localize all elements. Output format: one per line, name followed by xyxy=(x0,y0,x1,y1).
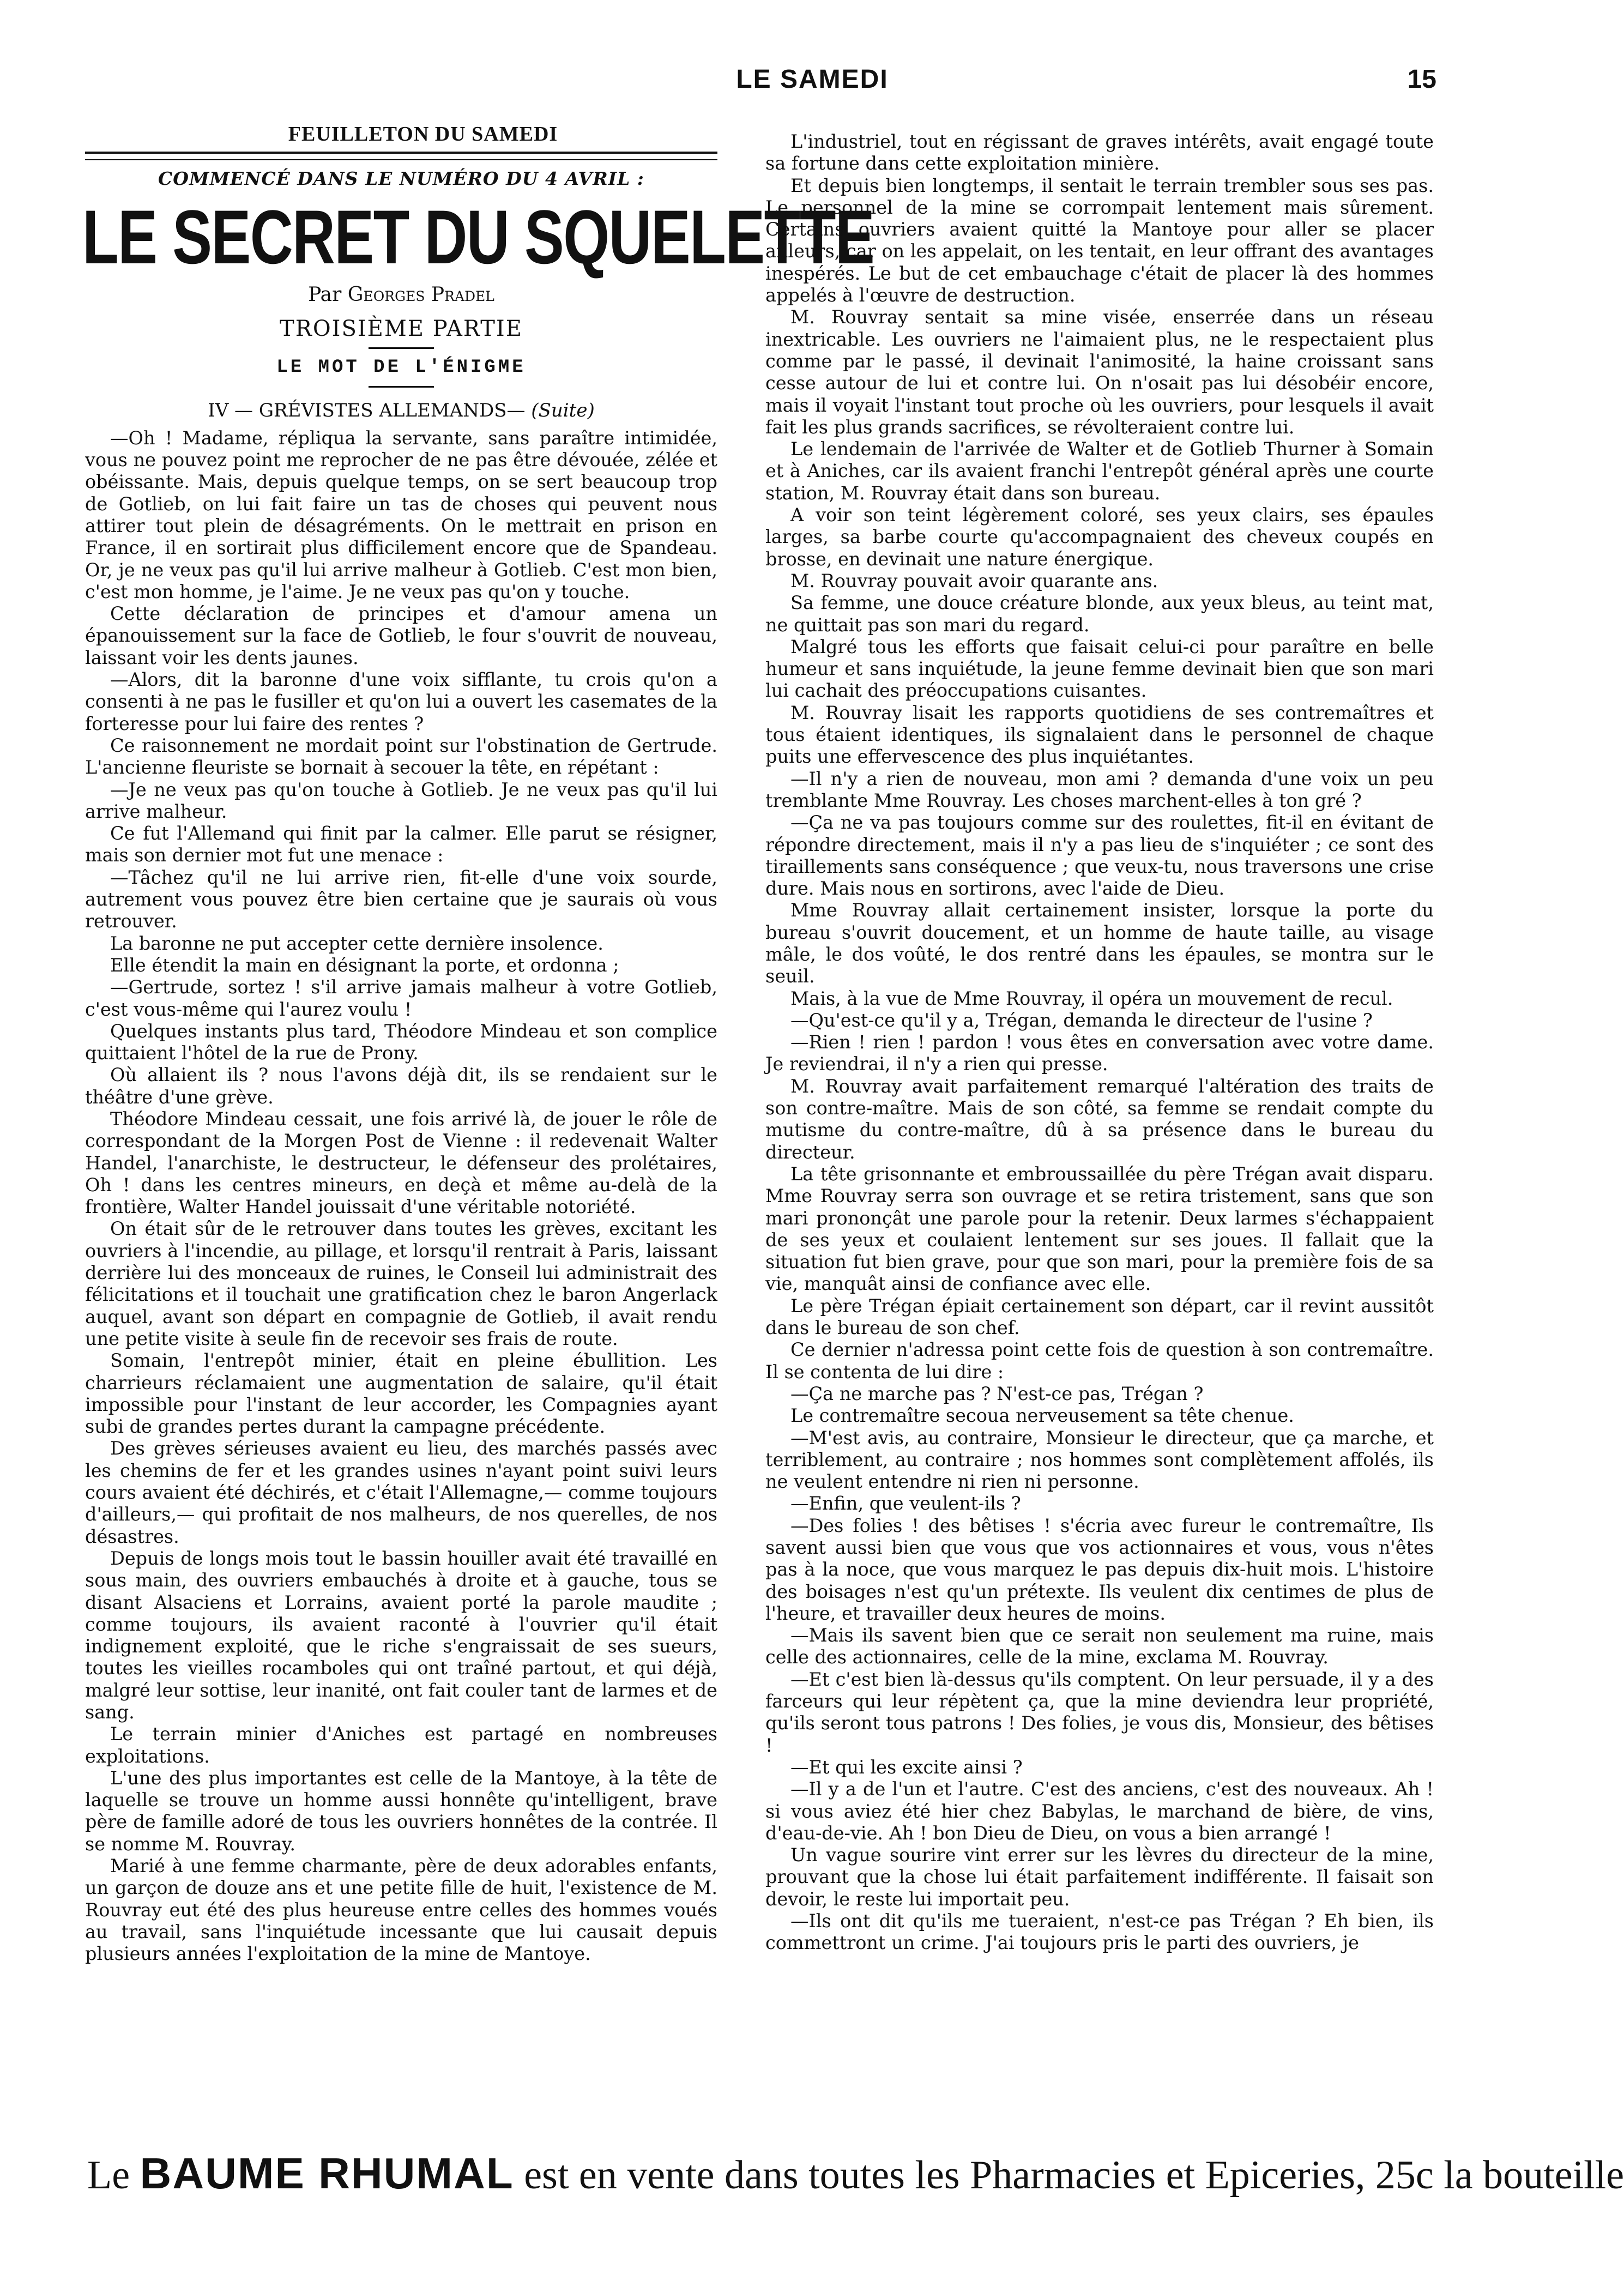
paragraph: —Oh ! Madame, répliqua la servante, sans paraître intimidée, vous ne pouvez point me reprocher de ne pas être dévouée, zélée et obéissante. Mais, depuis quelque temps, on se sert beaucoup trop de Gotlieb, on lui fait faire un tas de choses qui peuvent nous attirer tout plein de désagréments. On le mettrait en prison en France, il en sortirait plus difficilement encore que de Spandeau. Or, je ne veux pas qu'il lui arrive malheur à Gotlieb. C'est mon bien, c'est mon homme, je l'aime. Je ne veux pas qu'on y touche. xyxy=(85,427,717,602)
paragraph: La baronne ne put accepter cette dernière insolence. xyxy=(110,932,603,954)
paragraph: Somain, l'entrepôt minier, était en pleine ébullition. Les charrieurs réclamaient une augmentation de salaire, qu'il était impossible pour l'instant de leur accorder, les Compagnies ayant subi de grandes pertes durant la campagne précédente. xyxy=(85,1350,717,1438)
paragraph: A voir son teint légèrement coloré, ses yeux clairs, ses épaules larges, sa barbe courte qu'accompagnaient des cheveux coupés en brosse, en devinait une nature énergique. xyxy=(765,504,1434,570)
paragraph: L'industriel, tout en régissant de graves intérêts, avait engagé toute sa fortune dans cette exploitation minière. xyxy=(765,131,1434,174)
paragraph: Sa femme, une douce créature blonde, aux yeux bleus, au teint mat, ne quittait pas son mari du regard. xyxy=(765,592,1434,636)
paragraph: La tête grisonnante et embroussaillée du père Trégan avait disparu. Mme Rouvray serra son ouvrage et se retira tristement, sans que son mari prononçât une parole pour la retenir. Deux larmes s'échappaient de ses yeux et coulaient lentement sur ses joues. Il fallait que la situation fut bien grave, pour que son mari, pour la première fois de sa vie, manquât ainsi de confiance avec elle. xyxy=(765,1163,1434,1295)
right-column xyxy=(765,131,1434,1954)
chapter-number: IV — xyxy=(208,400,253,422)
page-header xyxy=(0,64,1500,102)
page-number: 15 xyxy=(1407,65,1436,94)
paragraph: —Rien ! rien ! pardon ! vous êtes en conversation avec votre dame. Je reviendrai, il n'y a rien qui presse. xyxy=(765,1031,1434,1075)
paragraph: Malgré tous les efforts que faisait celui-ci pour paraître en belle humeur et sans inquiétude, la jeune femme devinait bien que son mari lui cachait des préoccupations cuisantes. xyxy=(765,636,1434,702)
paragraph: Quelques instants plus tard, Théodore Mindeau et son complice quittaient l'hôtel de la rue de Prony. xyxy=(85,1020,717,1064)
byline xyxy=(85,284,717,306)
paragraph: —Alors, dit la baronne d'une voix sifflante, tu crois qu'on a consenti à ne pas le fusiller et qu'on lui a ouvert les casemates de la forteresse pour lui faire des rentes ? xyxy=(85,669,717,734)
running-title: LE SAMEDI xyxy=(736,65,889,94)
paragraph: Ce fut l'Allemand qui finit par la calmer. Elle parut se résigner, mais son dernier mot fut une menace : xyxy=(85,823,717,866)
commence-note: COMMENCÉ DANS LE NUMÉRO DU 4 AVRIL : xyxy=(158,168,644,190)
feuilleton-label: FEUILLETON DU SAMEDI xyxy=(288,123,558,146)
paragraph: Le père Trégan épiait certainement son départ, car il revint aussitôt dans le bureau de son chef. xyxy=(765,1295,1434,1339)
paragraph: M. Rouvray pouvait avoir quarante ans. xyxy=(790,570,1158,592)
paragraph: —Gertrude, sortez ! s'il arrive jamais malheur à votre Gotlieb, c'est vous-même qui l'aurez voulu ! xyxy=(85,976,717,1020)
paragraph: —Mais ils savent bien que ce serait non seulement ma ruine, mais celle des actionnaires, celle de la mine, exclama M. Rouvray. xyxy=(765,1625,1434,1668)
part-heading: TROISIÈME PARTIE xyxy=(280,316,523,341)
ad-text: est en vente dans toutes les Pharmacies et Epiceries, 25c la bouteille xyxy=(524,2153,1624,2198)
paragraph: M. Rouvray sentait sa mine visée, enserrée dans un réseau inextricable. Les ouvriers ne l'aimaient plus, ne le respectaient plus comme par le passé, il devinait l'animosité, la haine croissant sans cesse autour de lui et contre lui. On n'osait pas lui désobéir encore, mais il voyait l'instant tout proche où les ouvriers, pour lesquels il avait fait les plus grands sacrifices, se révolteraient contre lui. xyxy=(765,306,1434,438)
paragraph: On était sûr de le retrouver dans toutes les grèves, excitant les ouvriers à l'incendie, au pillage, et lorsqu'il rentrait à Paris, laissant derrière lui des monceaux de ruines, le Conseil lui administrait des félicitations et il touchait une gratification chez le baron Angerlack auquel, avant son départ en compagnie de Gotlieb, il avait rendu une petite visite à seule fin de recevoir ses frais de route. xyxy=(85,1218,717,1349)
paragraph: —Des folies ! des bêtises ! s'écria avec fureur le contremaître, Ils savent aussi bien que vous que vos actionnaires et vous, vous n'êtes pas à la noce, que vous marquez le pas depuis dix-huit mois. L'histoire des boisages n'est qu'un prétexte. Ils veulent dix centimes de plus de l'heure, et travailler deux heures de moins. xyxy=(765,1514,1434,1624)
paragraph: Mme Rouvray allait certainement insister, lorsque la porte du bureau s'ouvrit doucement, et un homme de haute taille, au visage mâle, le dos voûté, le dos rentré dans les épaules, se montra sur le seuil. xyxy=(765,900,1434,987)
paragraph: Ce raisonnement ne mordait point sur l'obstination de Gertrude. L'ancienne fleuriste se bornait à secouer la tête, en répétant : xyxy=(85,734,717,779)
ad-brand: BAUME RHUMAL xyxy=(140,2149,514,2198)
serial-title: LE SECRET DU SQUELETTE xyxy=(82,194,874,280)
paragraph: Ce dernier n'adressa point cette fois de question à son contremaître. Il se contenta de lui dire : xyxy=(765,1339,1434,1383)
left-column xyxy=(82,123,874,1965)
chapter-heading xyxy=(85,400,717,421)
paragraph: Le lendemain de l'arrivée de Walter et de Gotlieb Thurner à Somain et à Aniches, car ils avaient franchi l'entrepôt général après une courte station, M. Rouvray était dans son bureau. xyxy=(765,438,1434,504)
paragraph: L'une des plus importantes est celle de la Mantoye, à la tête de laquelle se trouve un homme aussi honnête qu'intelligent, brave père de famille adoré de tous les ouvriers honnêtes de la contrée. Il se nomme M. Rouvray. xyxy=(85,1767,717,1855)
paragraph: —Je ne veux pas qu'on touche à Gotlieb. Je ne veux pas qu'il lui arrive malheur. xyxy=(85,779,717,822)
paragraph: Où allaient ils ? nous l'avons déjà dit, ils se rendaient sur le théâtre d'une grève. xyxy=(85,1064,717,1108)
paragraph: Elle étendit la main en désignant la porte, et ordonna ; xyxy=(110,954,619,976)
paragraph: —Il n'y a rien de nouveau, mon ami ? demanda d'une voix un peu tremblante Mme Rouvray. Les choses marchent-elles à ton gré ? xyxy=(765,768,1434,811)
advertisement xyxy=(87,2144,1624,2204)
paragraph: M. Rouvray avait parfaitement remarqué l'altération des traits de son contre-maître. Mais de son côté, sa femme se rendait compte du mutisme du contre-maître, dû à sa présence dans le bureau du directeur. xyxy=(765,1075,1434,1163)
paragraph: —Et qui les excite ainsi ? xyxy=(790,1756,1023,1778)
paragraph: M. Rouvray lisait les rapports quotidiens de ses contremaîtres et tous étaient identiques, ils signalaient dans le personnel de chaque puits une effervescence des plus inquiétantes. xyxy=(765,702,1434,768)
paragraph: —Ils ont dit qu'ils me tueraient, n'est-ce pas Trégan ? Eh bien, ils commettront un crime. J'ai toujours pris le parti des ouvriers, je xyxy=(765,1910,1434,1954)
paragraph: —Ça ne va pas toujours comme sur des roulettes, fit-il en évitant de répondre directement, mais il n'y a pas lieu de s'inquiéter ; ce sont des tiraillements sans conséquence ; que veux-tu, nous traversons une crise dure. Mais nous en sortirons, avec l'aide de Dieu. xyxy=(765,812,1434,900)
paragraph: Marié à une femme charmante, père de deux adorables enfants, un garçon de douze ans et une petite fille de huit, l'existence de M. Rouvray eut été des plus heureuse entre celles des hommes voués au travail, sans l'inquiétude incessante que lui causait depuis plusieurs années l'exploitation de la mine de Mantoye. xyxy=(85,1855,717,1965)
author-name: Georges Pradel xyxy=(347,283,494,306)
paragraph: —Il y a de l'un et l'autre. C'est des anciens, c'est des nouveaux. Ah ! si vous aviez été hier chez Babylas, le marchand de bière, de vins, d'eau-de-vie. Ah ! bon Dieu de Dieu, on vous a bien arrangé ! xyxy=(765,1778,1434,1844)
paragraph: —M'est avis, au contraire, Monsieur le directeur, que ça marche, et terriblement, au contraire ; nos hommes sont complètement affolés, ils ne veulent entendre ni rien ni personne. xyxy=(765,1427,1434,1493)
title-rule-thin xyxy=(85,159,717,160)
left-body xyxy=(85,427,717,1965)
paragraph: Depuis de longs mois tout le bassin houiller avait été travaillé en sous main, des ouvriers embauchés à droite et à gauche, tous se disant Alsaciens et Lorrains, avaient porté la parole maudite ; comme toujours, ils avaient raconté à l'ouvrier qu'il était indignement exploité, que le riche s'engraissait de ses sueurs, toutes les vieilles rocamboles qui ont traîné partout, et qui déjà, malgré leur sottise, leur inanité, ont fait couler tant de larmes et de sang. xyxy=(85,1547,717,1723)
paragraph: —Qu'est-ce qu'il y a, Trégan, demanda le directeur de l'usine ? xyxy=(790,1009,1373,1031)
paragraph: Théodore Mindeau cessait, une fois arrivé là, de jouer le rôle de correspondant de la Morgen Post de Vienne : il redevenait Walter Handel, l'anarchiste, le destructeur, le défenseur des prolétaires, Oh ! dans les centres mineurs, en deçà et même au-delà de la frontière, Walter Handel jouissait d'une véritable notoriété. xyxy=(85,1108,717,1218)
paragraph: Et depuis bien longtemps, il sentait le terrain trembler sous ses pas. Le personnel de la mine se corrompait lentement mais sûrement. Certains ouvriers avaient quitté la Mantoye pour aller se placer ailleurs, car on les appelait, on les tentait, en leur offrant des avantages inespérés. Le but de cet embauchage c'était de placer là des hommes appelés à l'œuvre de destruction. xyxy=(765,174,1434,306)
paragraph: —Ça ne marche pas ? N'est-ce pas, Trégan ? xyxy=(790,1383,1204,1404)
paragraph: —Et c'est bien là-dessus qu'ils comptent. On leur persuade, il y a des farceurs qui leur répètent ça, que la mine deviendra leur propriété, qu'ils seront tous patrons ! Des folies, je vous dis, Monsieur, des bêtises ! xyxy=(765,1668,1434,1756)
chapter-name: GRÉVISTES ALLEMANDS— xyxy=(258,400,526,422)
paragraph: Cette déclaration de principes et d'amour amena un épanouissement sur la face de Gotlieb, le four s'ouvrit de nouveau, laissant voir les dents jaunes. xyxy=(85,603,717,668)
chapter-suffix: (Suite) xyxy=(531,400,595,422)
paragraph: Le contremaître secoua nerveusement sa tête chenue. xyxy=(790,1405,1294,1427)
paragraph: Le terrain minier d'Aniches est partagé en nombreuses exploitations. xyxy=(85,1723,717,1767)
part-rule xyxy=(369,347,434,349)
paragraph: —Tâchez qu'il ne lui arrive rien, fit-elle d'une voix sourde, autrement vous pouvez être bien certaine que je saurais où vous retrouver. xyxy=(85,866,717,932)
paragraph: Un vague sourire vint errer sur les lèvres du directeur de la mine, prouvant que la chose lui était parfaitement indifférente. Il faisait son devoir, le reste lui importait peu. xyxy=(765,1844,1434,1910)
subtitle-rule xyxy=(369,386,434,388)
right-body xyxy=(765,131,1434,1954)
title-rule-thick xyxy=(85,152,717,154)
byline-prefix: Par xyxy=(308,283,342,306)
paragraph: Des grèves sérieuses avaient eu lieu, des marchés passés avec les chemins de fer et les grandes usines n'ayant point suivi leurs cours avaient été déchirés, et c'était l'Allemagne,— comme toujours d'ailleurs,— qui profitait de nos malheurs, de nos querelles, de nos désastres. xyxy=(85,1438,717,1547)
ad-prefix: Le xyxy=(87,2153,130,2198)
paragraph: —Enfin, que veulent-ils ? xyxy=(790,1493,1021,1514)
paragraph: Mais, à la vue de Mme Rouvray, il opéra un mouvement de recul. xyxy=(790,987,1393,1009)
part-subtitle: LE MOT DE L'ÉNIGME xyxy=(276,357,526,378)
